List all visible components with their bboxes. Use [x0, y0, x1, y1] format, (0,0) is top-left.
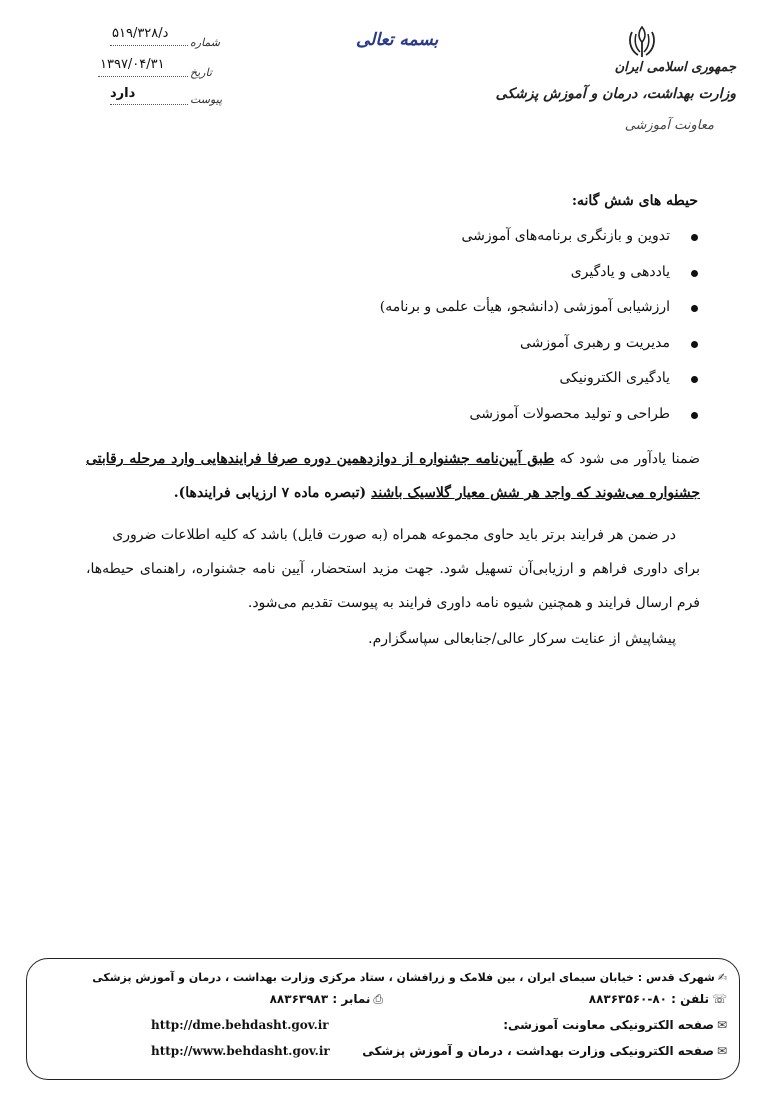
bullet-icon	[691, 341, 698, 348]
pen-icon: ✍	[717, 971, 727, 984]
list-item: ارزشیابی آموزشی (دانشجو، هیأت علمی و برنامه)	[98, 299, 698, 335]
closing-text: پیشاپیش از عنایت سرکار عالی/جنابعالی سپاسگزارم.	[368, 631, 676, 647]
highlighted-rule: طبق آیین‌نامه جشنواره از دوازدهمین دوره صرفا فرایندهایی وارد مرحله رقابتی جشنواره می‌شوند که واجد هر شش معیار گلاسیک باشند	[86, 451, 700, 501]
footer-phone: ☏تلفن : ۸۰-۸۸۳۶۳۵۶۰	[588, 992, 727, 1006]
footer-ministry-site-label: ✉صفحه الکترونیکی وزارت بهداشت ، درمان و آموزش پزشکی	[362, 1044, 727, 1058]
number-value: د/۵۱۹/۳۲۸	[112, 26, 169, 41]
reminder-paragraph: ضمنا یادآور می شود که طبق آیین‌نامه جشنواره از دوازدهمین دوره صرفا فرایندهایی وارد مرحله رقابتی جشنواره می‌شوند که واجد هر شش معیار گلاسیک باشند (تبصره ماده ۷ ارزیابی فرایندها).	[86, 451, 700, 501]
footer-edu-site-label: ✉صفحه الکترونیکی معاونت آموزشی:	[503, 1018, 727, 1032]
list-item: یادگیری الکترونیکی	[98, 370, 698, 406]
iran-emblem-icon	[624, 24, 660, 60]
number-label: شماره	[190, 36, 221, 49]
bullet-icon	[691, 234, 698, 241]
ministry-line-2: وزارت بهداشت، درمان و آموزش پزشکی	[495, 86, 736, 102]
envelope-icon: ✉	[716, 1018, 727, 1032]
date-value: ۱۳۹۷/۰۴/۳۱	[100, 57, 165, 72]
list-item: یاددهی و یادگیری	[98, 264, 698, 300]
phone-icon: ☏	[711, 992, 727, 1006]
footer-address: ✍شهرک قدس : خیابان سیمای ایران ، بین فلامک و زرافشان ، ستاد مرکزی وزارت بهداشت ، درمان و آموزش پزشکی	[92, 971, 727, 984]
edu-site-link[interactable]: http://dme.behdasht.gov.ir	[151, 1018, 329, 1032]
ministry-site-link[interactable]: http://www.behdasht.gov.ir	[151, 1044, 330, 1058]
bullet-icon	[691, 376, 698, 383]
bullet-icon	[691, 305, 698, 312]
attachment-label: پیوست	[190, 93, 223, 106]
footer-fax: ⎙نمابر : ۸۸۳۶۳۹۸۳	[269, 992, 383, 1006]
bismillah-heading: بسمه تعالی	[356, 30, 439, 50]
date-label: تاریخ	[190, 66, 212, 79]
attachment-paragraph-rest: برای داوری فراهم و ارزیابی‌آن تسهیل شود. جهت مزید استحضار، آیین نامه جشنواره، راهنمای حیطه‌ها، فرم ارسال فرایند و همچنین شیوه نامه داوری فرایند به پیوست تقدیم می‌شود.	[86, 561, 700, 611]
bullet-icon	[691, 412, 698, 419]
attachment-paragraph-line1: در ضمن هر فرایند برتر باید حاوی مجموعه همراه (به صورت فایل) باشد که کلیه اطلاعات ضروری	[112, 527, 676, 543]
section-title: حیطه های شش گانه:	[571, 193, 698, 209]
ministry-line-3: معاونت آموزشی	[624, 118, 714, 133]
footer-box	[26, 958, 740, 1080]
list-item: طراحی و تولید محصولات آموزشی	[98, 406, 698, 442]
envelope-icon: ✉	[716, 1044, 727, 1058]
attachment-value: دارد	[110, 86, 136, 101]
list-item: مدیریت و رهبری آموزشی	[98, 335, 698, 371]
list-item: تدوین و بازنگری برنامه‌های آموزشی	[98, 228, 698, 264]
areas-list	[98, 228, 698, 441]
bullet-icon	[691, 270, 698, 277]
fax-icon: ⎙	[373, 992, 383, 1006]
ministry-line-1: جمهوری اسلامی ایران	[614, 60, 736, 75]
